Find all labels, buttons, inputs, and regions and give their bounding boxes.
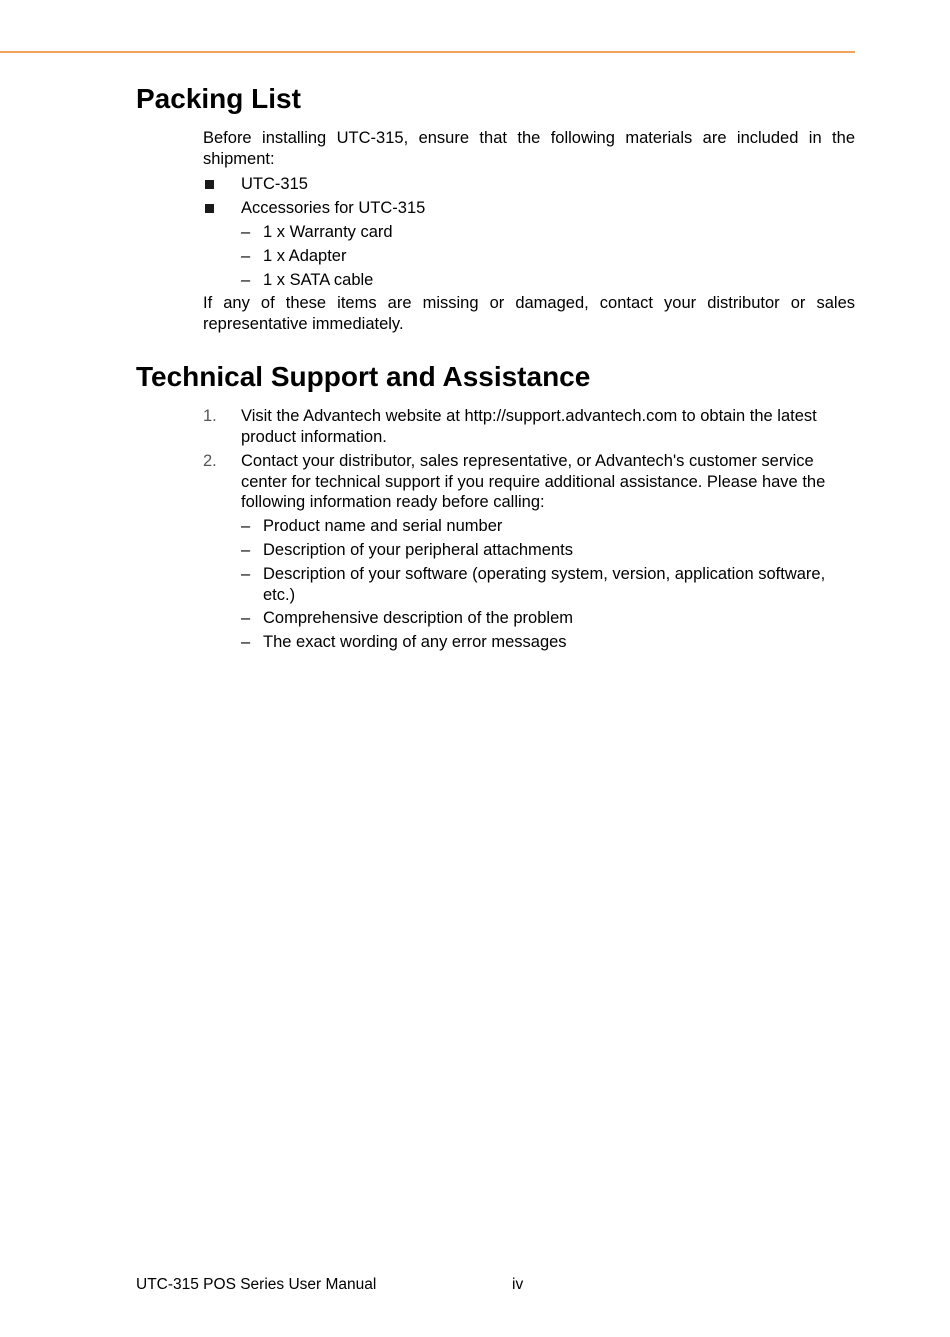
packing-list-heading: Packing List	[136, 83, 301, 114]
step-number: 2.	[203, 452, 217, 470]
dash-bullet: –	[241, 633, 251, 651]
packing-note: If any of these items are missing or damaged, contact your distributor or sales representative immediately.	[203, 294, 855, 333]
square-bullet-icon	[205, 204, 214, 213]
footer-manual-title: UTC-315 POS Series User Manual	[136, 1276, 377, 1293]
info-item: Comprehensive description of the problem	[263, 609, 573, 627]
accessory-adapter: 1 x Adapter	[263, 247, 347, 265]
square-bullet-icon	[205, 180, 214, 189]
step-number: 1.	[203, 407, 217, 425]
info-item: Product name and serial number	[263, 517, 503, 535]
footer-page-number: iv	[512, 1276, 524, 1293]
dash-bullet: –	[241, 223, 251, 241]
support-heading: Technical Support and Assistance	[136, 361, 591, 392]
info-item: Description of your software (operating system, version, application software, etc.)	[263, 565, 826, 604]
info-item: Description of your peripheral attachments	[263, 541, 573, 559]
dash-bullet: –	[241, 609, 251, 627]
header-rule	[0, 51, 855, 53]
dash-bullet: –	[241, 517, 251, 535]
dash-bullet: –	[241, 565, 251, 583]
dash-bullet: –	[241, 541, 251, 559]
accessory-sata-cable: 1 x SATA cable	[263, 271, 374, 289]
info-item: The exact wording of any error messages	[263, 633, 567, 651]
packing-intro: Before installing UTC-315, ensure that the following materials are included in the shipment:	[203, 129, 855, 168]
step-text: Contact your distributor, sales representative, or Advantech's customer service center for technical support if you require additional assistance. Please have the following information ready before calling:	[241, 452, 826, 511]
dash-bullet: –	[241, 271, 251, 289]
step-text: Visit the Advantech website at http://support.advantech.com to obtain the latest product information.	[241, 407, 817, 446]
packing-item-utc315: UTC-315	[241, 175, 308, 193]
packing-item-accessories: Accessories for UTC-315	[241, 199, 426, 217]
dash-bullet: –	[241, 247, 251, 265]
accessory-warranty-card: 1 x Warranty card	[263, 223, 393, 241]
